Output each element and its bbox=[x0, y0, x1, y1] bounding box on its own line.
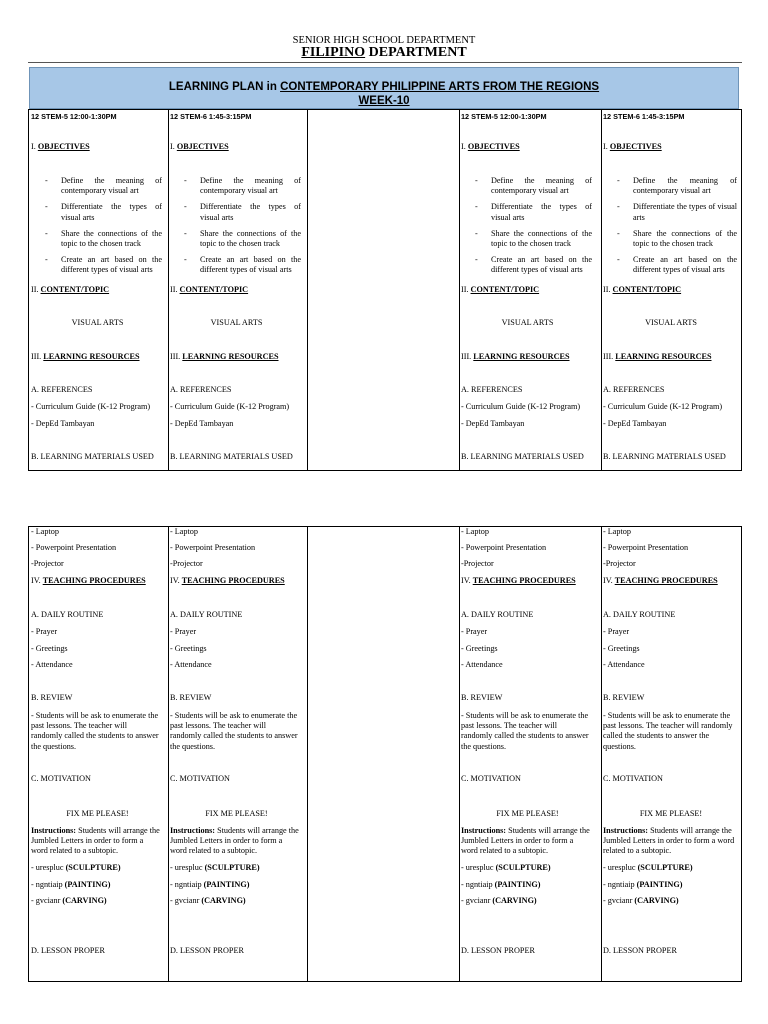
content-topic-heading-number: II. bbox=[170, 285, 180, 294]
content-topic-heading bbox=[31, 285, 164, 295]
routine-item: - Prayer bbox=[603, 627, 630, 636]
jumbled-answer: (PAINTING) bbox=[203, 879, 250, 889]
lesson-proper-heading: D. LESSON PROPER bbox=[461, 946, 535, 955]
game-title: FIX ME PLEASE! bbox=[496, 809, 559, 818]
objectives-list bbox=[603, 176, 737, 282]
teaching-procedures-heading bbox=[31, 576, 164, 586]
motivation-heading: C. MOTIVATION bbox=[461, 774, 521, 783]
objectives-list bbox=[170, 176, 301, 282]
daily-routine-heading: A. DAILY ROUTINE bbox=[31, 610, 104, 619]
material-item: - Powerpoint Presentation bbox=[603, 543, 689, 552]
jumbled-answer: (CARVING) bbox=[492, 896, 537, 905]
reference-item: - DepEd Tambayan bbox=[461, 419, 525, 428]
banner-subject: CONTEMPORARY PHILIPPINE ARTS FROM THE REGIONS bbox=[280, 81, 600, 93]
learning-resources-heading-number: III. bbox=[170, 352, 183, 361]
material-item: - Laptop bbox=[170, 527, 198, 536]
jumbled-answer: (CARVING) bbox=[201, 896, 246, 905]
routine-item: - Attendance bbox=[603, 660, 645, 669]
jumbled-answer: (PAINTING) bbox=[64, 879, 111, 889]
review-heading: B. REVIEW bbox=[31, 693, 73, 702]
column-schedule: 12 STEM-6 1:45-3:15PM bbox=[603, 112, 685, 121]
scrambled-letters: - gvcianr bbox=[31, 896, 63, 905]
objectives-heading-label: OBJECTIVES bbox=[37, 142, 90, 151]
learning-plan-banner bbox=[29, 67, 739, 109]
banner-week: WEEK-10 bbox=[358, 95, 410, 107]
materials-heading: B. LEARNING MATERIALS USED bbox=[31, 452, 154, 461]
instructions-body: Students will arrange the Jumbled Letters in order to form a word related to a subtopic. bbox=[31, 826, 160, 856]
objectives-heading-number: I. bbox=[31, 142, 38, 151]
routine-item: - Greetings bbox=[31, 644, 68, 653]
instructions-body: Students will arrange the Jumbled Letters in order to form a word related to a subtopic. bbox=[461, 826, 590, 856]
objective-item: - Define the meaning of contemporary visual art bbox=[45, 176, 162, 196]
column-divider bbox=[459, 110, 460, 470]
column-divider bbox=[168, 110, 169, 470]
content-topic-heading-label: CONTENT/TOPIC bbox=[612, 285, 682, 294]
topic-label: VISUAL ARTS bbox=[501, 318, 554, 327]
teaching-procedures-heading-label: TEACHING PROCEDURES bbox=[42, 576, 146, 585]
jumbled-word bbox=[603, 896, 739, 906]
column-schedule: 12 STEM-5 12:00-1:30PM bbox=[31, 112, 117, 121]
learning-resources-heading-number: III. bbox=[31, 352, 44, 361]
material-item: - Laptop bbox=[603, 527, 631, 536]
instructions-text bbox=[603, 826, 737, 857]
objective-item: - Share the connections of the topic to the chosen track bbox=[184, 229, 301, 249]
material-item: - Powerpoint Presentation bbox=[170, 543, 256, 552]
material-item: -Projector bbox=[170, 559, 203, 568]
column-divider bbox=[168, 527, 169, 981]
lesson-table-part-2 bbox=[28, 526, 742, 982]
motivation-heading: C. MOTIVATION bbox=[170, 774, 230, 783]
review-text: - Students will be ask to enumerate the past lessons. The teacher will randomly called the students to answer the questions. bbox=[461, 711, 589, 751]
reference-item: - Curriculum Guide (K-12 Program) bbox=[461, 402, 581, 411]
scrambled-letters: - ngntiaip bbox=[603, 879, 637, 889]
learning-resources-heading-label: LEARNING RESOURCES bbox=[473, 352, 570, 361]
game-title: FIX ME PLEASE! bbox=[639, 809, 703, 818]
motivation-heading: C. MOTIVATION bbox=[603, 774, 663, 783]
objective-item: - Create an art based on the different types of visual arts bbox=[475, 255, 592, 275]
materials-heading: B. LEARNING MATERIALS USED bbox=[461, 452, 584, 461]
routine-item: - Attendance bbox=[31, 660, 73, 669]
objective-item: - Share the connections of the topic to the chosen track bbox=[617, 229, 737, 249]
learning-resources-heading-label: LEARNING RESOURCES bbox=[182, 352, 279, 361]
objectives-heading-label: OBJECTIVES bbox=[176, 142, 229, 151]
references-heading: A. REFERENCES bbox=[461, 385, 523, 394]
reference-item: - Curriculum Guide (K-12 Program) bbox=[170, 402, 290, 411]
department-word: DEPARTMENT bbox=[365, 45, 467, 60]
objectives-list bbox=[461, 176, 592, 282]
learning-resources-heading-number: III. bbox=[461, 352, 474, 361]
material-item: - Laptop bbox=[31, 527, 59, 536]
objective-item: - Define the meaning of contemporary visual art bbox=[475, 176, 592, 196]
column-divider bbox=[459, 527, 460, 981]
objectives-heading-label: OBJECTIVES bbox=[609, 142, 662, 151]
objectives-heading bbox=[603, 142, 739, 152]
objective-item: - Define the meaning of contemporary visual art bbox=[184, 176, 301, 196]
review-text: - Students will be ask to enumerate the past lessons. The teacher will randomly called the students to answer the questions. bbox=[31, 711, 159, 751]
scrambled-letters: - gvcianr bbox=[170, 896, 202, 905]
column-divider bbox=[601, 110, 602, 470]
column-schedule: 12 STEM-6 1:45-3:15PM bbox=[170, 112, 252, 121]
objective-item: - Create an art based on the different types of visual arts bbox=[617, 255, 737, 275]
routine-item: - Greetings bbox=[603, 644, 640, 653]
learning-resources-heading bbox=[31, 352, 164, 362]
daily-routine-heading: A. DAILY ROUTINE bbox=[461, 610, 534, 619]
instructions-body: Students will arrange the Jumbled Letters in order to form a word related to a subtopic. bbox=[603, 826, 735, 856]
objective-item: - Differentiate the types of visual arts bbox=[617, 202, 737, 222]
teaching-procedures-heading-number: IV. bbox=[461, 576, 473, 585]
material-item: - Powerpoint Presentation bbox=[461, 543, 547, 552]
learning-resources-heading bbox=[461, 352, 594, 362]
jumbled-word bbox=[461, 863, 594, 873]
content-topic-heading-label: CONTENT/TOPIC bbox=[470, 285, 540, 294]
routine-item: - Prayer bbox=[170, 627, 197, 636]
instructions-body: Students will arrange the Jumbled Letters in order to form a word related to a subtopic. bbox=[170, 826, 299, 856]
scrambled-letters: - urespluc bbox=[603, 863, 638, 872]
instructions-text bbox=[170, 826, 301, 857]
content-topic-heading bbox=[170, 285, 303, 295]
instructions-label: Instructions: bbox=[603, 826, 649, 835]
topic-label: VISUAL ARTS bbox=[645, 318, 697, 327]
content-topic-heading-label: CONTENT/TOPIC bbox=[179, 285, 249, 294]
routine-item: - Greetings bbox=[461, 644, 498, 653]
lesson-proper-heading: D. LESSON PROPER bbox=[170, 946, 244, 955]
references-heading: A. REFERENCES bbox=[31, 385, 93, 394]
scrambled-letters: - ngntiaip bbox=[461, 879, 495, 889]
content-topic-heading-label: CONTENT/TOPIC bbox=[40, 285, 110, 294]
teaching-procedures-heading-number: IV. bbox=[31, 576, 43, 585]
review-heading: B. REVIEW bbox=[170, 693, 212, 702]
objective-item: - Create an art based on the different types of visual arts bbox=[184, 255, 301, 275]
reference-item: - DepEd Tambayan bbox=[170, 419, 234, 428]
header-rule bbox=[28, 62, 742, 63]
objectives-heading-number: I. bbox=[170, 142, 177, 151]
instructions-text bbox=[461, 826, 592, 857]
objective-item: - Share the connections of the topic to the chosen track bbox=[475, 229, 592, 249]
reference-item: - Curriculum Guide (K-12 Program) bbox=[31, 402, 151, 411]
content-topic-heading bbox=[461, 285, 594, 295]
objective-item: - Define the meaning of contemporary visual art bbox=[617, 176, 737, 196]
review-text: - Students will be ask to enumerate the past lessons. The teacher will randomly called the students to answer the questions. bbox=[170, 711, 298, 751]
routine-item: - Greetings bbox=[170, 644, 207, 653]
content-topic-heading bbox=[603, 285, 739, 295]
routine-item: - Attendance bbox=[461, 660, 503, 669]
jumbled-answer: (SCULPTURE) bbox=[637, 863, 693, 872]
objectives-heading bbox=[170, 142, 303, 152]
learning-resources-heading bbox=[603, 352, 739, 362]
content-topic-heading-number: II. bbox=[31, 285, 41, 294]
material-item: -Projector bbox=[603, 559, 636, 568]
objectives-heading bbox=[461, 142, 594, 152]
scrambled-letters: - urespluc bbox=[461, 863, 496, 872]
routine-item: - Prayer bbox=[461, 627, 488, 636]
jumbled-word bbox=[461, 880, 594, 890]
objectives-heading-number: I. bbox=[603, 142, 610, 151]
learning-resources-heading bbox=[170, 352, 303, 362]
material-item: - Powerpoint Presentation bbox=[31, 543, 117, 552]
objective-item: - Share the connections of the topic to the chosen track bbox=[45, 229, 162, 249]
instructions-text bbox=[31, 826, 162, 857]
banner-prefix: LEARNING PLAN in bbox=[168, 81, 281, 93]
column-divider bbox=[307, 527, 308, 981]
game-title: FIX ME PLEASE! bbox=[66, 809, 129, 818]
content-topic-heading-number: II. bbox=[461, 285, 471, 294]
objectives-list bbox=[31, 176, 162, 282]
daily-routine-heading: A. DAILY ROUTINE bbox=[603, 610, 676, 619]
jumbled-answer: (PAINTING) bbox=[494, 879, 541, 889]
filipino-word: FILIPINO bbox=[301, 45, 366, 60]
references-heading: A. REFERENCES bbox=[170, 385, 232, 394]
objectives-heading-label: OBJECTIVES bbox=[467, 142, 520, 151]
topic-label: VISUAL ARTS bbox=[210, 318, 263, 327]
teaching-procedures-heading bbox=[170, 576, 303, 586]
jumbled-answer: (SCULPTURE) bbox=[495, 863, 551, 872]
instructions-label: Instructions: bbox=[461, 826, 507, 835]
game-title: FIX ME PLEASE! bbox=[205, 809, 268, 818]
filipino-department-heading bbox=[0, 45, 768, 61]
review-heading: B. REVIEW bbox=[603, 693, 645, 702]
review-text: - Students will be ask to enumerate the past lessons. The teacher will randomly called the students to answer the questions. bbox=[603, 711, 733, 751]
teaching-procedures-heading-label: TEACHING PROCEDURES bbox=[181, 576, 285, 585]
school-department-heading: SENIOR HIGH SCHOOL DEPARTMENT bbox=[292, 35, 476, 46]
jumbled-answer: (SCULPTURE) bbox=[204, 863, 260, 872]
daily-routine-heading: A. DAILY ROUTINE bbox=[170, 610, 243, 619]
column-schedule: 12 STEM-5 12:00-1:30PM bbox=[461, 112, 547, 121]
instructions-label: Instructions: bbox=[170, 826, 216, 835]
jumbled-word bbox=[461, 896, 594, 906]
teaching-procedures-heading-number: IV. bbox=[603, 576, 615, 585]
objectives-heading-number: I. bbox=[461, 142, 468, 151]
scrambled-letters: - urespluc bbox=[31, 863, 66, 872]
material-item: - Laptop bbox=[461, 527, 489, 536]
jumbled-word bbox=[170, 880, 303, 890]
scrambled-letters: - ngntiaip bbox=[170, 879, 204, 889]
jumbled-word bbox=[603, 880, 739, 890]
column-divider bbox=[601, 527, 602, 981]
reference-item: - DepEd Tambayan bbox=[603, 419, 667, 428]
lesson-proper-heading: D. LESSON PROPER bbox=[31, 946, 105, 955]
objective-item: - Differentiate the types of visual arts bbox=[475, 202, 592, 222]
objective-item: - Differentiate the types of visual arts bbox=[184, 202, 301, 222]
scrambled-letters: - gvcianr bbox=[603, 896, 635, 905]
scrambled-letters: - gvcianr bbox=[461, 896, 493, 905]
content-topic-heading-number: II. bbox=[603, 285, 613, 294]
lesson-proper-heading: D. LESSON PROPER bbox=[603, 946, 677, 955]
learning-resources-heading-label: LEARNING RESOURCES bbox=[43, 352, 140, 361]
jumbled-word bbox=[31, 896, 164, 906]
teaching-procedures-heading-number: IV. bbox=[170, 576, 182, 585]
reference-item: - Curriculum Guide (K-12 Program) bbox=[603, 402, 723, 411]
learning-resources-heading-label: LEARNING RESOURCES bbox=[615, 352, 712, 361]
scrambled-letters: - ngntiaip bbox=[31, 879, 65, 889]
material-item: -Projector bbox=[461, 559, 494, 568]
teaching-procedures-heading-label: TEACHING PROCEDURES bbox=[614, 576, 718, 585]
jumbled-answer: (CARVING) bbox=[62, 896, 107, 905]
jumbled-answer: (CARVING) bbox=[634, 896, 679, 905]
column-divider bbox=[307, 110, 308, 470]
motivation-heading: C. MOTIVATION bbox=[31, 774, 91, 783]
materials-heading: B. LEARNING MATERIALS USED bbox=[170, 452, 293, 461]
references-heading: A. REFERENCES bbox=[603, 385, 665, 394]
jumbled-word bbox=[170, 896, 303, 906]
jumbled-word bbox=[603, 863, 739, 873]
routine-item: - Attendance bbox=[170, 660, 212, 669]
jumbled-answer: (PAINTING) bbox=[636, 879, 683, 889]
jumbled-word bbox=[31, 880, 164, 890]
objectives-heading bbox=[31, 142, 164, 152]
objective-item: - Create an art based on the different types of visual arts bbox=[45, 255, 162, 275]
material-item: -Projector bbox=[31, 559, 64, 568]
topic-label: VISUAL ARTS bbox=[71, 318, 124, 327]
jumbled-answer: (SCULPTURE) bbox=[65, 863, 121, 872]
teaching-procedures-heading-label: TEACHING PROCEDURES bbox=[472, 576, 576, 585]
reference-item: - DepEd Tambayan bbox=[31, 419, 95, 428]
objective-item: - Differentiate the types of visual arts bbox=[45, 202, 162, 222]
review-heading: B. REVIEW bbox=[461, 693, 503, 702]
learning-resources-heading-number: III. bbox=[603, 352, 616, 361]
teaching-procedures-heading bbox=[603, 576, 739, 586]
teaching-procedures-heading bbox=[461, 576, 594, 586]
jumbled-word bbox=[170, 863, 303, 873]
jumbled-word bbox=[31, 863, 164, 873]
instructions-label: Instructions: bbox=[31, 826, 77, 835]
routine-item: - Prayer bbox=[31, 627, 58, 636]
scrambled-letters: - urespluc bbox=[170, 863, 205, 872]
materials-heading: B. LEARNING MATERIALS USED bbox=[603, 452, 726, 461]
